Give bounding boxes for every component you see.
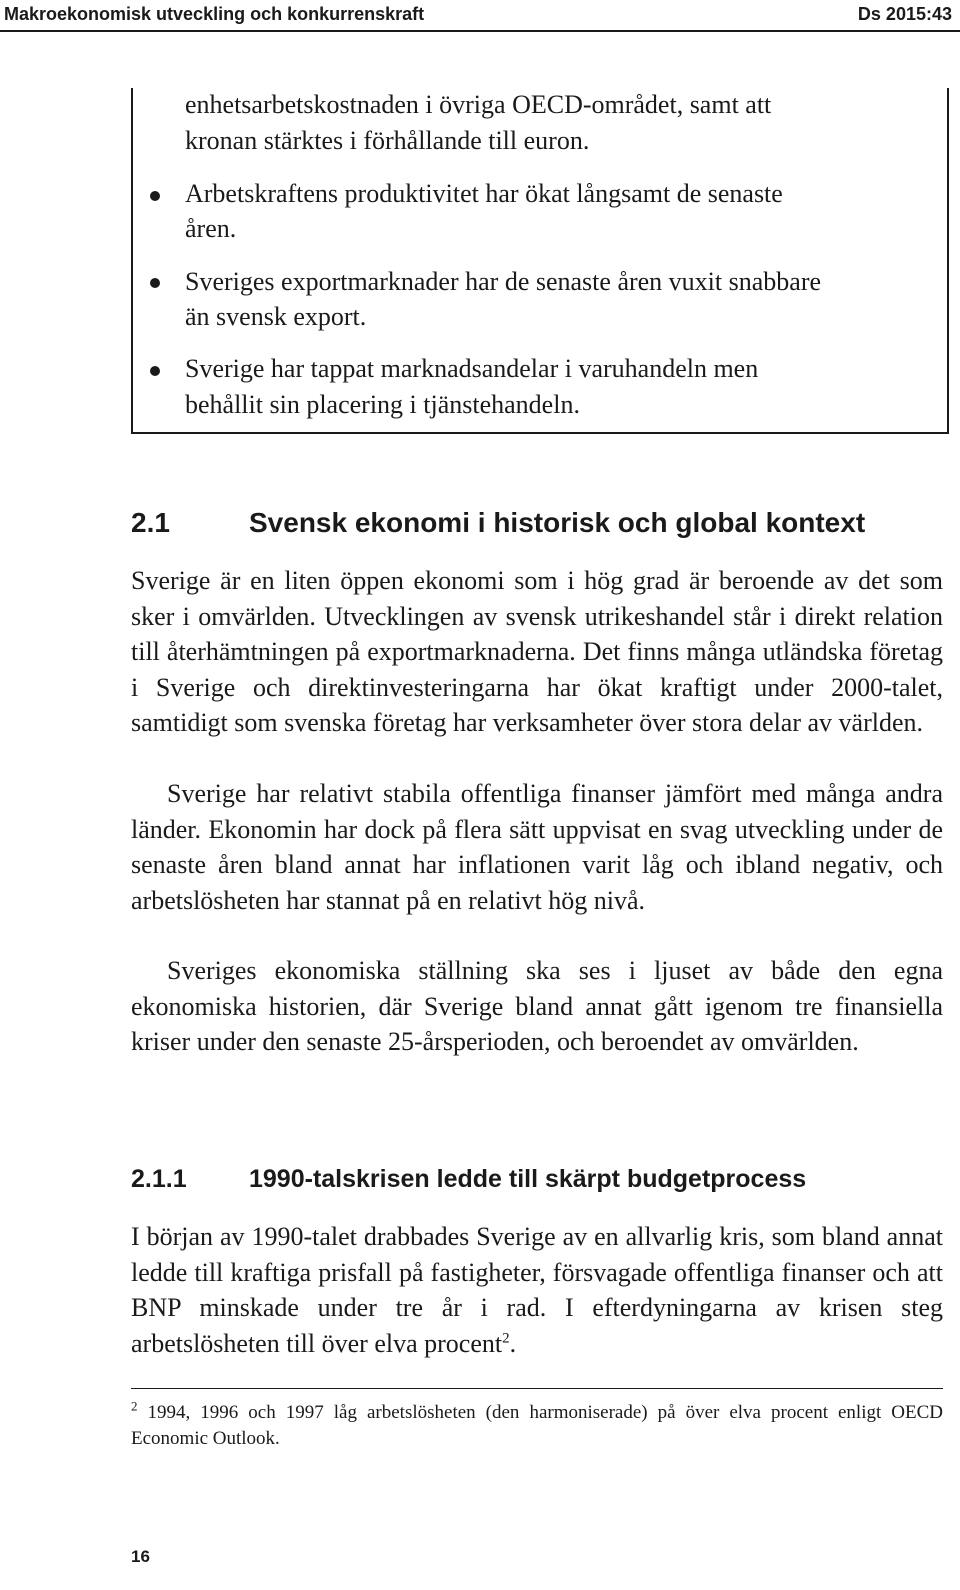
- section-number: 2.1: [131, 507, 170, 538]
- footnote-text: 1994, 1996 och 1997 låg arbetslösheten (den harmoniserade) på över elva procent enligt OECD Economic Outlook.: [131, 1402, 943, 1449]
- section-title: Svensk ekonomi i historisk och global kontext: [249, 507, 866, 538]
- page-number: 16: [131, 1547, 150, 1566]
- subsection-number: 2.1.1: [131, 1165, 187, 1193]
- footnote: [131, 1400, 943, 1452]
- subsection-title: 1990-talskrisen ledde till skärpt budgetprocess: [249, 1165, 807, 1193]
- paragraph: Sverige har relativt stabila offentliga finanser jämfört med många andra länder. Ekonomin har dock på flera sätt uppvisat en svag utveckling under de senaste åren bland annat har inflationen varit låg och ibland negativ, och arbetslösheten har stannat på en relativt hög nivå.: [131, 779, 943, 915]
- bullet-icon: [150, 366, 160, 376]
- bullet-icon: [150, 278, 160, 288]
- box-bullet-line: än svensk export.: [185, 302, 367, 331]
- footnote-rule: [131, 1388, 943, 1389]
- box-bullet-line: Sveriges exportmarknader har de senaste åren vuxit snabbare: [185, 267, 822, 296]
- paragraph: [131, 1219, 943, 1361]
- box-intro-line: kronan stärktes i förhållande till euron.: [185, 126, 590, 155]
- section-heading: [131, 505, 865, 541]
- header-doc-id: Ds 2015:43: [857, 4, 952, 24]
- paragraph-text: I början av 1990-talet drabbades Sverige av en allvarlig kris, som bland annat ledde till kraftiga prisfall på fastigheter, försvagade offentliga finanser och att BNP minskade under tre år i rad. I efterdyningarna av krisen steg arbetslösheten till över elva procent: [131, 1222, 943, 1358]
- running-header: [0, 0, 960, 28]
- paragraph: Sveriges ekonomiska ställning ska ses i ljuset av både den egna ekonomiska historien, där Sverige bland annat gått igenom tre finansiella kriser under den senaste 25-årsperioden, och beroendet av omvärlden.: [131, 956, 943, 1056]
- box-bullet-line: Sverige har tappat marknadsandelar i varuhandeln men: [185, 354, 759, 383]
- footnote-marker: 2: [131, 1398, 138, 1414]
- paragraph-end: .: [509, 1328, 517, 1358]
- header-title: Makroekonomisk utveckling och konkurrenskraft: [4, 4, 425, 24]
- subsection-heading: [131, 1163, 806, 1195]
- box-bullet-line: Arbetskraftens produktivitet har ökat långsamt de senaste: [185, 179, 783, 208]
- footnote-reference[interactable]: 2: [502, 1329, 510, 1346]
- box-bullet-line: åren.: [185, 214, 237, 243]
- box-intro-line: enhetsarbetskostnaden i övriga OECD-området, samt att: [185, 90, 772, 119]
- box-bullet-line: behållit sin placering i tjänstehandeln.: [185, 390, 580, 419]
- bullet-icon: [150, 191, 160, 201]
- paragraph: Sverige är en liten öppen ekonomi som i hög grad är beroende av det som sker i omvärlden. Utvecklingen av svensk utrikeshandel står i direkt relation till återhämtningen på exportmarknaderna. Det finns många utländska företag i Sverige och direktinvesteringarna har ökat kraftigt under 2000-talet, samtidigt som svenska företag har verksamheter över stora delar av världen.: [131, 566, 943, 737]
- header-rule: [0, 30, 960, 32]
